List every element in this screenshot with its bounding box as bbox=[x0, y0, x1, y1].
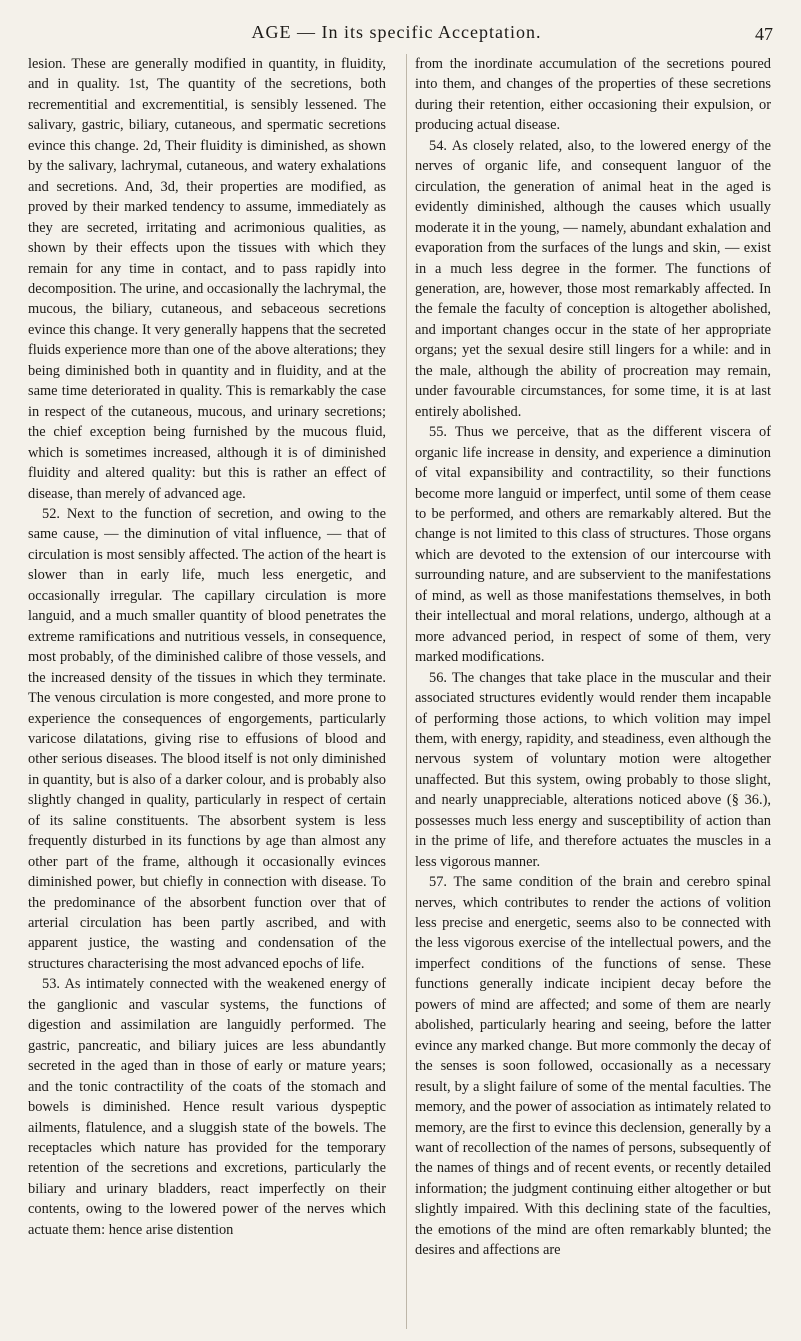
page-number: 47 bbox=[755, 24, 773, 44]
paragraph: lesion. These are generally modified in quantity, in fluidity, and in quality. 1st, The quantity of the secretions, both recrementitial and excrementitial, is sensibly lessened. The salivary, gastric, biliary, cutaneous, and spermatic secretions evince this change. 2d, Their fluidity is diminished, as shown by the salivary, lachrymal, cutaneous, and watery exhalations and secretions. And, 3d, their properties are modified, as proved by their marked tendency to assume, immediately as they are secreted, irritating and acrimonious qualities, as shown by their effects upon the tissues with which they remain for any time in contact, and to pass rapidly into decomposition. The urine, and occasionally the lachrymal, the mucous, the biliary, cutaneous, and sebaceous secretions evince this change. It very generally happens that the secreted fluids experience more than one of the above alterations; they being diminished both in quantity and in fluidity, and at the same time deteriorated in quality. This is remarkably the case in respect of the cutaneous, mucous, and urinary secretions; the chief exception being furnished by the mucous fluid, which is sometimes increased, although it is of diminished fluidity and altered quality: but this is rather an effect of disease, than merely of advanced age. bbox=[28, 56, 386, 502]
paragraph-57: 57. The same condition of the brain and cerebro spinal nerves, which contributes to render the actions of volition less precise and energetic, seems also to be connected with the less vigorous exercise of the intellectual powers, and the imperfect conditions of the functions of sense. These functions generally indicate incipient decay before the powers of mind are affected; and some of them are nearly abolished, particularly hearing and seeing, before the latter evince any marked change. But more commonly the decay of the senses is soon followed, occasionally as a necessary result, by a slight failure of some of the mental faculties. The memory, and the power of association as intimately related to memory, are the first to evince this declension, generally by a want of recollection of the names of persons, subsequently of the names of things and of recent events, or recently detailed information; the judgment continuing either altogether or but slightly impaired. With this declining state of the faculties, the emotions of the mind are often remarkably blunted; the desires and affections are bbox=[415, 874, 771, 1259]
running-title: AGE — In its specific Acceptation. bbox=[251, 22, 542, 42]
text-columns bbox=[28, 54, 771, 1329]
page-header bbox=[20, 18, 773, 48]
paragraph-53: 53. As intimately connected with the weakened energy of the ganglionic and vascular systems, the functions of digestion and assimilation are languidly performed. The gastric, pancreatic, and biliary juices are less abundantly secreted in the aged than in those of early or mature years; and the tonic contractility of the coats of the stomach and bowels is diminished. Hence result various dyspeptic ailments, flatulence, and a sluggish state of the bowels. The receptacles which nature has provided for the temporary retention of the secretions and excretions, particularly the biliary and urinary bladders, react imperfectly on their contents, owing to the lowered power of the nerves which actuate them: hence arise distention bbox=[28, 976, 386, 1238]
left-column bbox=[28, 54, 386, 1329]
paragraph-56: 56. The changes that take place in the muscular and their associated structures evidently would render them incapable of performing those actions, to which volition may impel them, with energy, rapidity, and steadiness, even although the nervous system of voluntary motion were altogether unaffected. But this system, owing probably to those slight, and nearly unappreciable, alterations noticed above (§ 36.), possesses much less energy and susceptibility of action than in the prime of life, and therefore actuates the muscles in a less vigorous manner. bbox=[415, 669, 771, 870]
paragraph: from the inordinate accumulation of the secretions poured into them, and changes of the properties of these secretions during their retention, either occasioning their expulsion, or producing actual disease. bbox=[415, 56, 771, 134]
paragraph-54: 54. As closely related, also, to the lowered energy of the nerves of organic life, and consequent languor of the circulation, the generation of animal heat in the aged is evidently diminished, although the causes which usually moderate it in the young, — namely, abundant exhalation and evaporation from the surfaces of the lungs and skin, — exist in a much less degree in the former. The functions of generation, are, however, those most remarkably affected. In the female the faculty of conception is altogether abolished, and important changes occur in the state of her appropriate organs; yet the sexual desire still lingers for a while: and in the male, although the ability of procreation may remain, under favourable circumstances, for some time, it is at last entirely abolished. bbox=[415, 137, 771, 420]
paragraph-52: 52. Next to the function of secretion, and owing to the same cause, — the diminution of vital influence, — that of circulation is most sensibly affected. The action of the heart is slower than in early life, much less energetic, and occasionally irregular. The capillary circulation is more languid, and a much smaller quantity of blood penetrates the extreme ramifications and nutritious vessels, in consequence, most probably, of the diminished calibre of those vessels, and the increased density of the tissues in which they terminate. The venous circulation is more congested, and more prone to experience the consequences of engorgements, particularly varicose dilatations, giving rise to effusions of blood and other serious diseases. The blood itself is not only diminished in quantity, but is also of a darker colour, and is probably also slightly changed in quality, particularly in respect of certain of its saline constituents. The absorbent system is less frequently disturbed in its functions by age than almost any other part of the frame, although it occasionally evinces diminished power, but chiefly in connection with disease. To the predominance of the absorbent function over that of arterial circulation has been partly ascribed, and with apparent justice, the wasting and condensation of the structures characterising the most advanced epochs of life. bbox=[28, 505, 386, 972]
right-column bbox=[406, 54, 771, 1329]
paragraph-55: 55. Thus we perceive, that as the different viscera of organic life increase in density, and experience a diminution of vital expansibility and contractility, so their functions become more languid or imperfect, until some of them cease to be performed, and others are remarkably altered. But the change is not limited to this class of structures. Those organs which are devoted to the extension of our intercourse with surrounding nature, and are subservient to the manifestations of mind, as well as those manifestations themselves, in both their intellectual and moral relations, undergo, although at a more advanced period, in respect of some of them, very marked modifications. bbox=[415, 424, 771, 666]
